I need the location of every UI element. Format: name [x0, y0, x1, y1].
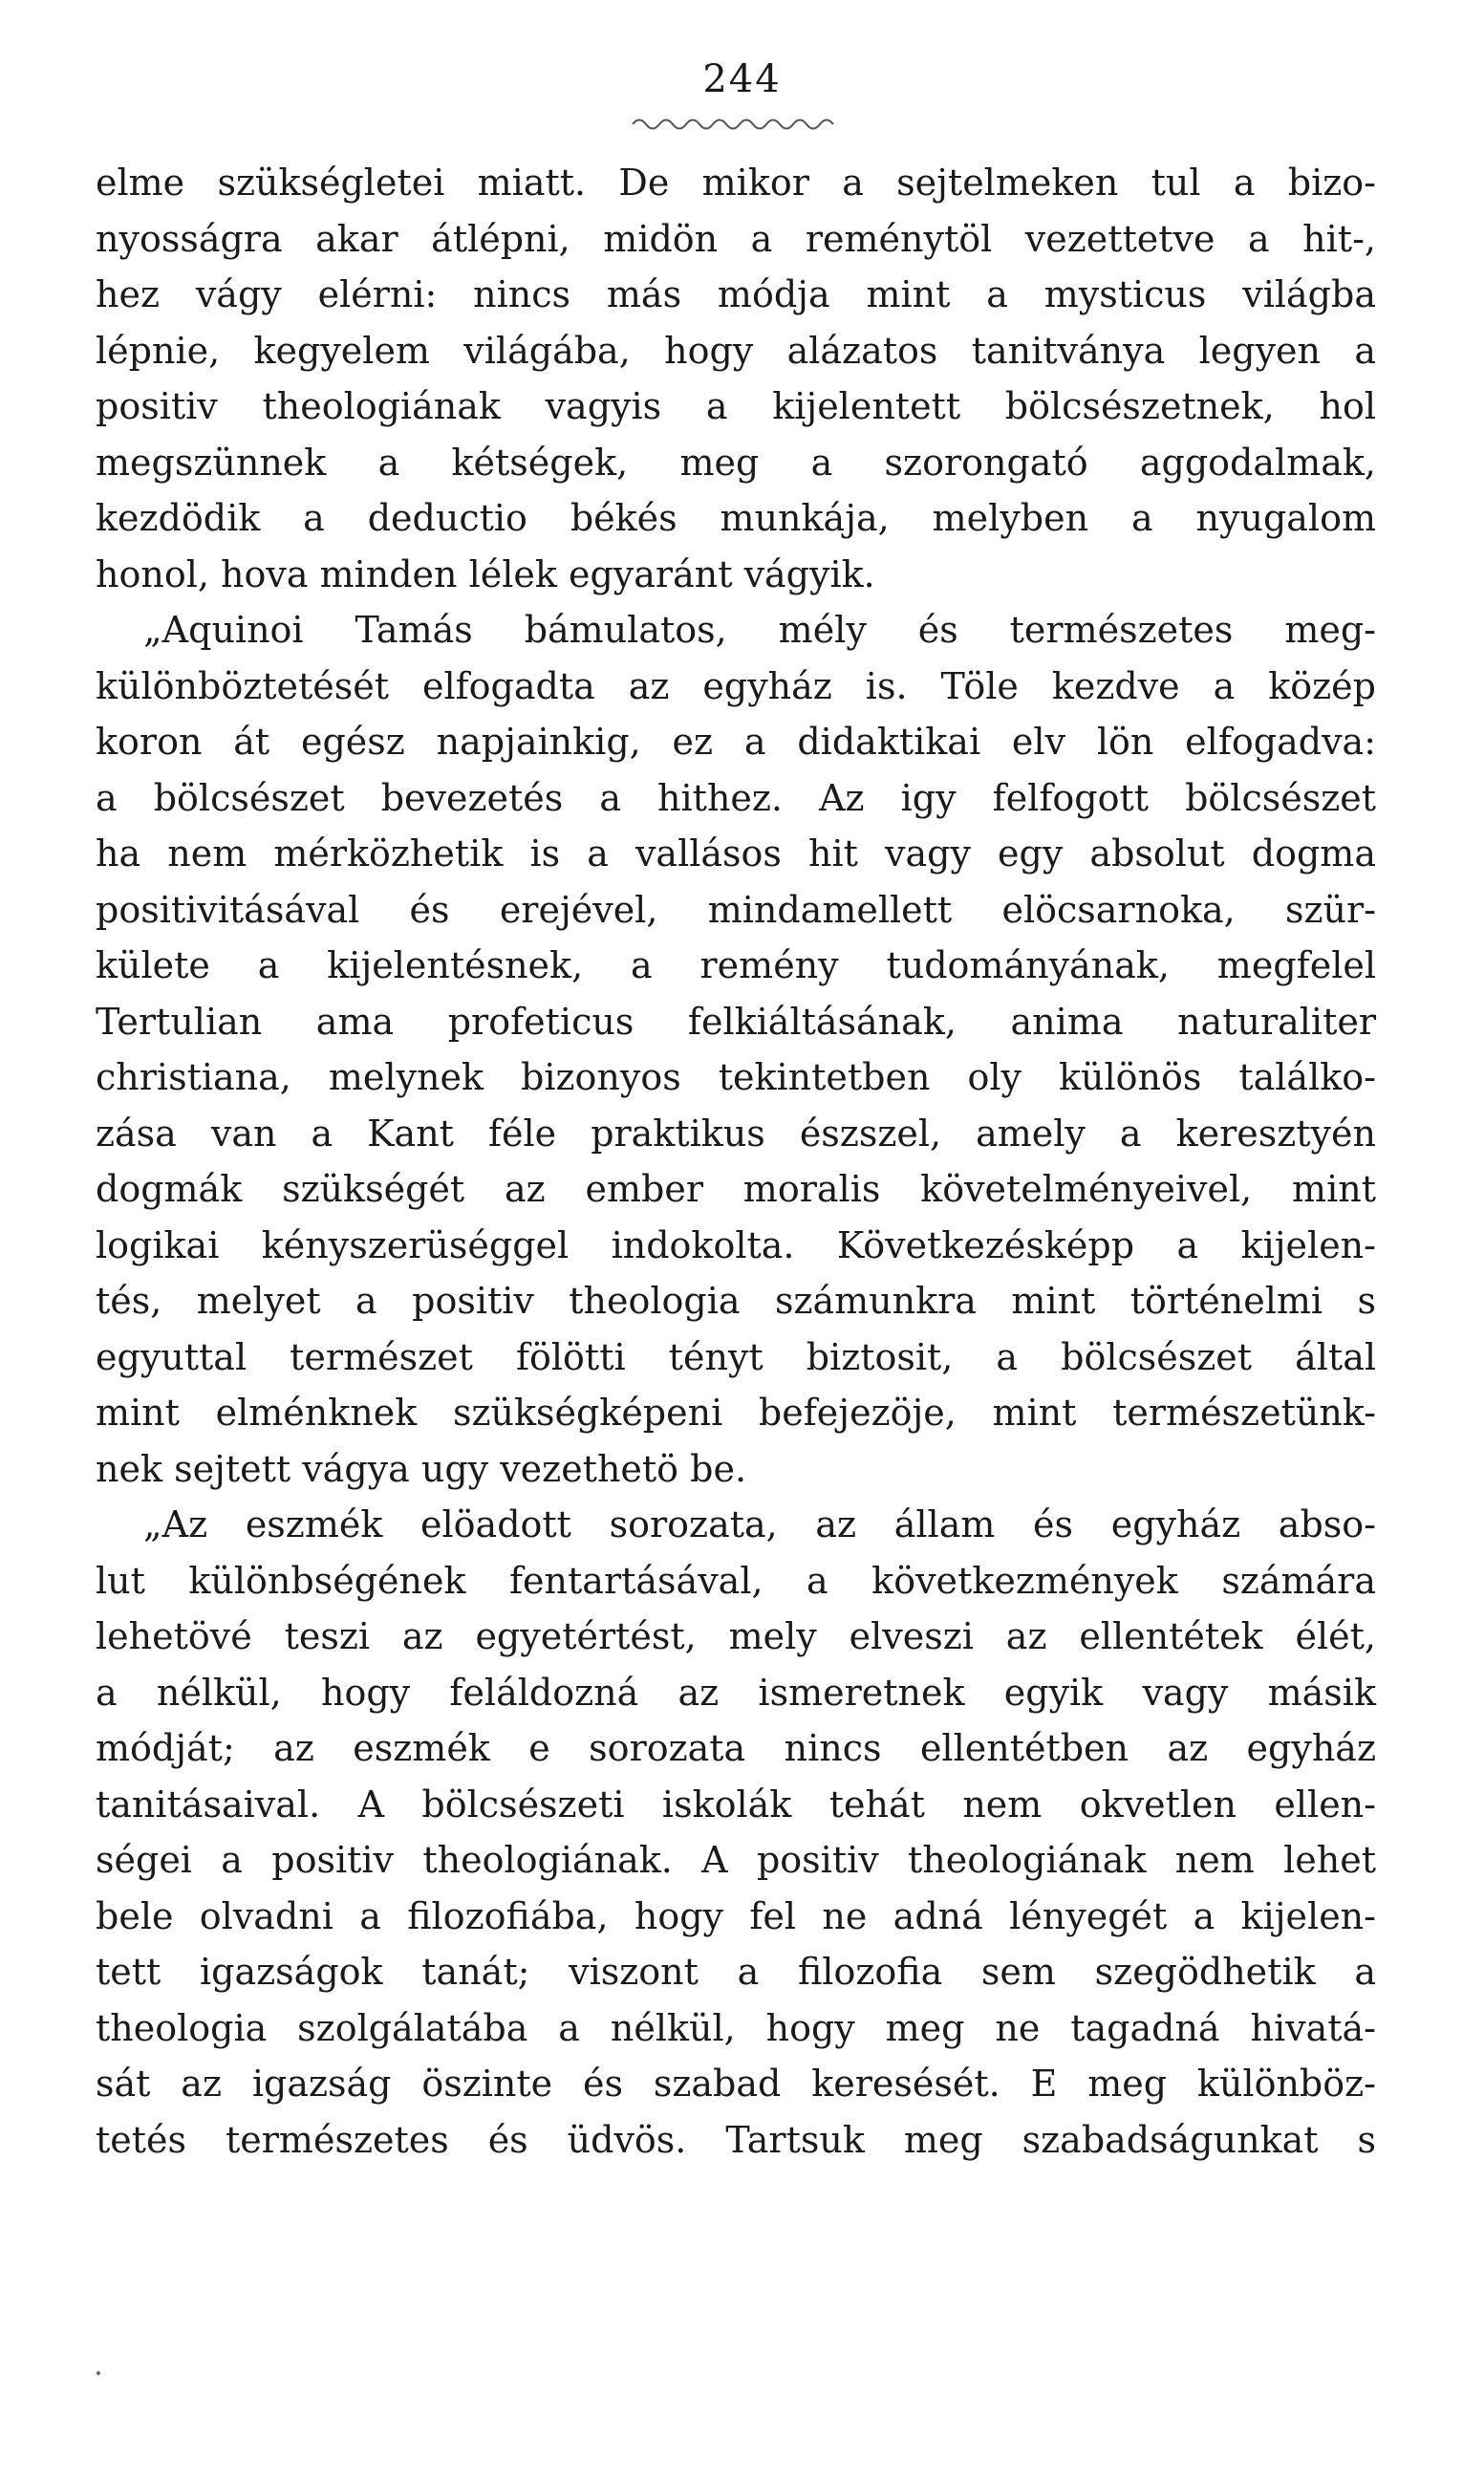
text-line: megszünnek a kétségek, meg a szorongató aggodalmak, [96, 441, 1376, 484]
text-line: honol, hova minden lélek egyaránt vágyik. [96, 552, 875, 595]
page-number: 244 [702, 57, 782, 101]
text-line: módját; az eszmék e sorozata nincs ellentétben az egyház [96, 1727, 1376, 1769]
text-line: nyosságra akar átlépni, midön a reménytöl vezettetve a hit-, [96, 217, 1376, 260]
text-line: mint elménknek szükségképeni befejezöje, mint természetünk- [96, 1392, 1376, 1434]
text-line: „Az eszmék elöadott sorozata, az állam és egyház abso- [143, 1503, 1376, 1545]
text-line: zása van a Kant féle praktikus észszel, amely a keresztyén [96, 1112, 1376, 1155]
text-line: elme szükségletei miatt. De mikor a sejtelmeken tul a bizo- [96, 162, 1376, 204]
text-line: dogmák szükségét az ember moralis követelményeivel, mint [96, 1168, 1376, 1210]
text-line: ha nem mérközhetik is a vallásos hit vagy egy absolut dogma [96, 832, 1376, 875]
body-text [96, 155, 1376, 2168]
text-line: hez vágy elérni: nincs más módja mint a mysticus világba [96, 273, 1376, 315]
text-line: ségei a positiv theologiának. A positiv theologiának nem lehet [96, 1839, 1376, 1881]
text-line: Tertulian ama profeticus felkiáltásának, anima naturaliter [96, 1000, 1376, 1043]
text-line: tés, melyet a positiv theologia számunkra mint történelmi s [96, 1280, 1376, 1322]
text-line: positivitásával és erejével, mindamellett elöcsarnoka, szür- [96, 888, 1376, 931]
text-line: koron át egész napjainkig, ez a didaktikai elv lön elfogadva: [96, 721, 1376, 763]
text-line: a nélkül, hogy feláldozná az ismeretnek egyik vagy másik [96, 1671, 1376, 1714]
text-line: logikai kényszerüséggel indokolta. Következésképp a kijelen- [96, 1223, 1376, 1266]
text-line: külete a kijelentésnek, a remény tudományának, megfelel [96, 944, 1376, 986]
text-line: lehetövé teszi az egyetértést, mely elveszi az ellentétek élét, [96, 1615, 1376, 1657]
text-line: „Aquinoi Tamás bámulatos, mély és természetes meg- [143, 609, 1376, 651]
text-line: theologia szolgálatába a nélkül, hogy meg ne tagadná hivatá- [96, 2006, 1376, 2049]
text-line: christiana, melynek bizonyos tekintetben oly különös találko- [96, 1056, 1376, 1098]
text-line: lépnie, kegyelem világába, hogy alázatos tanitványa legyen a [96, 329, 1376, 372]
text-line: különböztetését elfogadta az egyház is. Töle kezdve a közép [96, 664, 1376, 707]
wavy-line [633, 120, 833, 129]
wavy-ornament [631, 113, 841, 136]
ink-speck [96, 2370, 101, 2376]
text-line: bele olvadni a filozofiába, hogy fel ne adná lényegét a kijelen- [96, 1894, 1376, 1937]
text-line: egyuttal természet fölötti tényt biztosit, a bölcsészet által [96, 1335, 1376, 1378]
text-line: lut különbségének fentartásával, a következmények számára [96, 1559, 1376, 1602]
text-line: nek sejtett vágya ugy vezethetö be. [96, 1447, 747, 1490]
text-line: a bölcsészet bevezetés a hithez. Az igy felfogott bölcsészet [96, 776, 1376, 819]
text-line: tanitásaival. A bölcsészeti iskolák tehát nem okvetlen ellen- [96, 1783, 1376, 1826]
text-line: sát az igazság öszinte és szabad keresését. E meg különböz- [96, 2063, 1376, 2105]
text-line: kezdödik a deductio békés munkája, melyben a nyugalom [96, 497, 1376, 539]
text-line: positiv theologiának vagyis a kijelentett bölcsészetnek, hol [96, 385, 1376, 427]
text-line: tetés természetes és üdvös. Tartsuk meg szabadságunkat s [96, 2118, 1376, 2161]
text-line: tett igazságok tanát; viszont a filozofia sem szegödhetik a [96, 1951, 1376, 1993]
